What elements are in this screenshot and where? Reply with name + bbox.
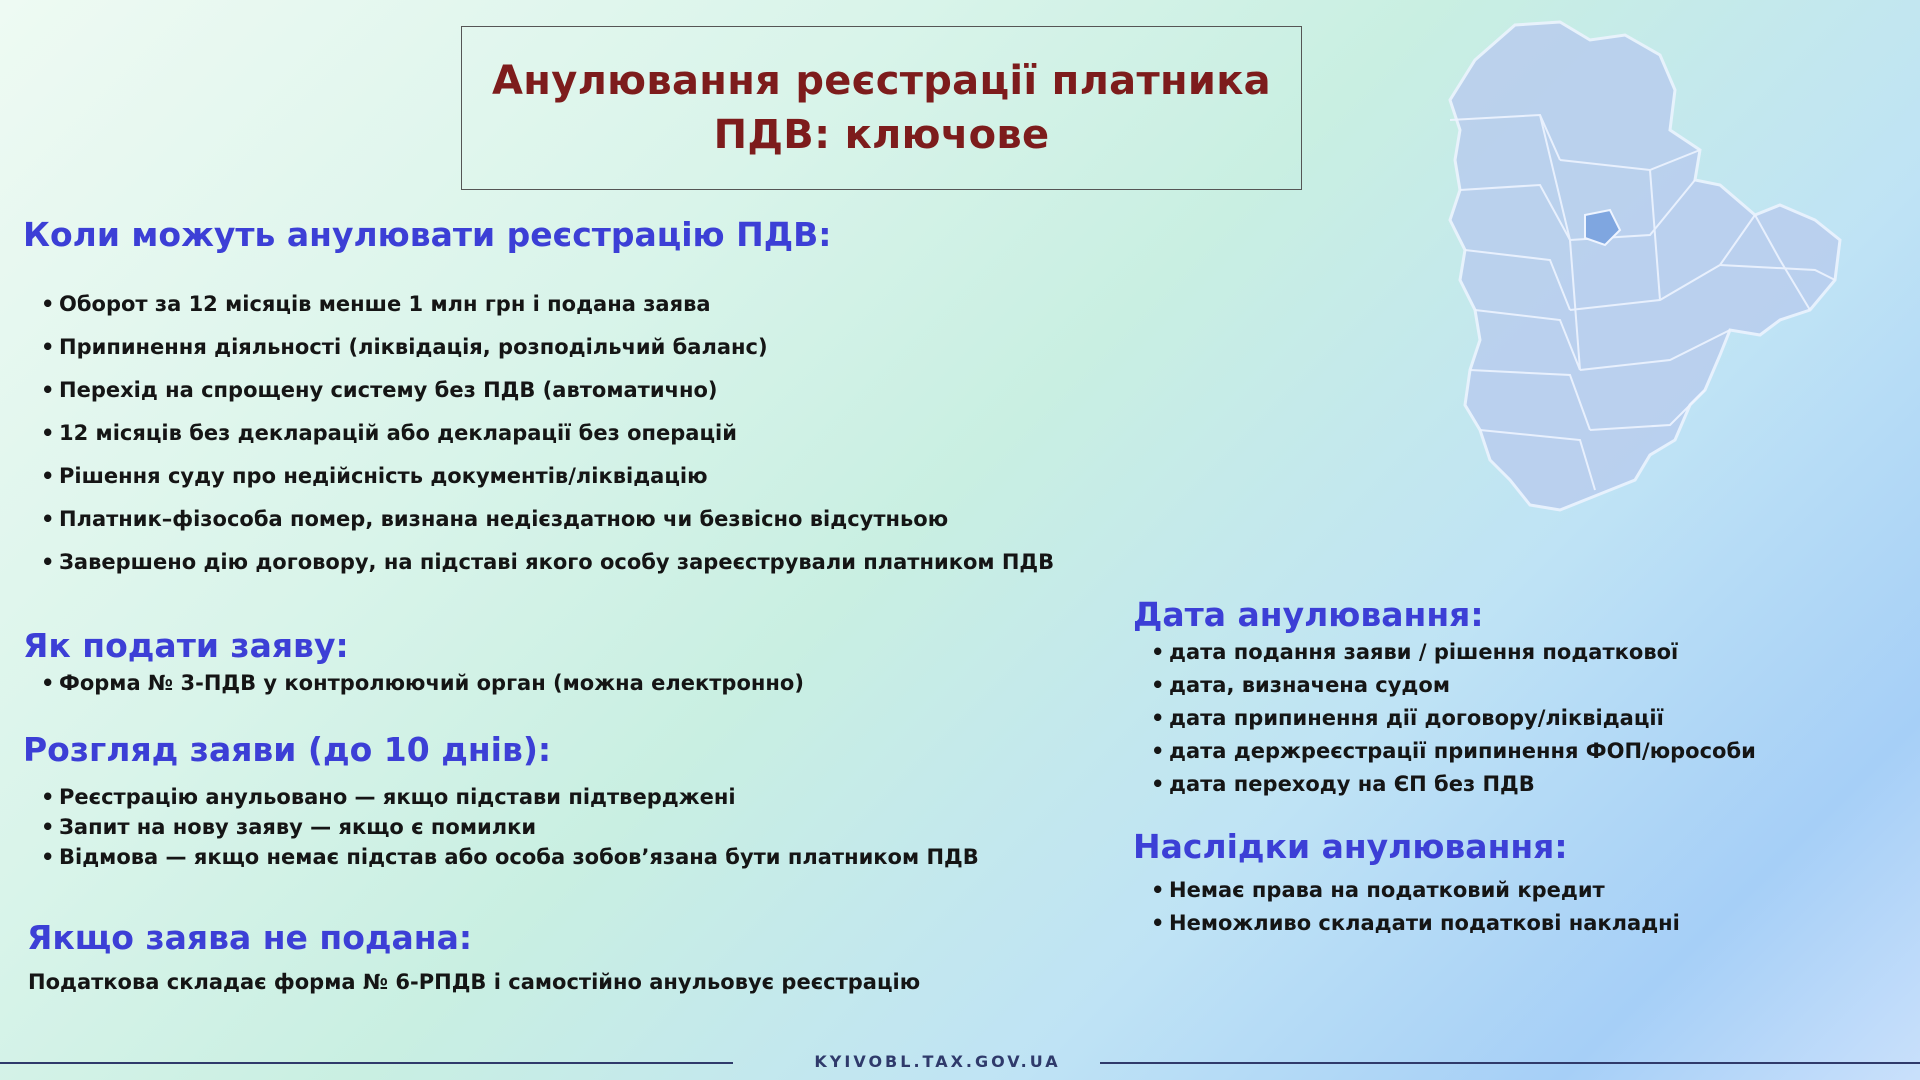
list-item: • Реєстрацію анульовано — якщо підстави підтверджені [39,782,979,812]
not-filed-heading: Якщо заява не подана: [27,918,473,957]
not-filed-text: Податкова складає форма № 6-РПДВ і самостійно анульовує реєстрацію [28,970,921,994]
list-item: • Відмова — якщо немає підстав або особа зобов’язана бути платником ПДВ [39,842,979,872]
list-item: • Рішення суду про недійсність документів/ліквідацію [39,455,1054,498]
list-item: • Завершено дію договору, на підставі якого особу зареєстрували платником ПДВ [39,541,1054,584]
consequences-heading: Наслідки анулювання: [1133,827,1568,866]
list-item: • Перехід на спрощену систему без ПДВ (автоматично) [39,369,1054,412]
list-item: • дата припинення дії договору/ліквідації [1149,702,1756,735]
how-heading: Як подати заяву: [23,626,349,665]
when-list [39,283,1054,584]
review-list [39,782,979,872]
list-item: • дата подання заяви / рішення податкової [1149,636,1756,669]
list-item: • Немає права на податковий кредит [1149,874,1680,907]
list-item: • дата переходу на ЄП без ПДВ [1149,768,1756,801]
list-item: • Форма № 3-ПДВ у контролюючий орган (можна електронно) [39,668,804,698]
list-item: • дата, визначена судом [1149,669,1756,702]
region-map-image [1420,10,1920,600]
page-title-line-2: ПДВ: ключове [713,112,1050,158]
footer-website: KYIVOBL.TAX.GOV.UA [814,1052,1061,1071]
when-heading: Коли можуть анулювати реєстрацію ПДВ: [23,215,832,254]
title-box [461,26,1302,190]
list-item: • 12 місяців без декларацій або декларації без операцій [39,412,1054,455]
list-item: • Припинення діяльності (ліквідація, розподільчий баланс) [39,326,1054,369]
list-item: • Оборот за 12 місяців менше 1 млн грн і подана заява [39,283,1054,326]
page-title-line-1: Анулювання реєстрації платника [492,58,1271,104]
list-item: • дата держреєстрації припинення ФОП/юрособи [1149,735,1756,768]
list-item: • Платник–фізособа помер, визнана недієздатною чи безвісно відсутньою [39,498,1054,541]
date-list [1149,636,1756,801]
list-item: • Неможливо складати податкові накладні [1149,907,1680,940]
review-heading: Розгляд заяви (до 10 днів): [23,730,552,769]
date-heading: Дата анулювання: [1133,595,1484,634]
consequences-list [1149,874,1680,940]
list-item: • Запит на нову заяву — якщо є помилки [39,812,979,842]
how-list [39,668,804,698]
